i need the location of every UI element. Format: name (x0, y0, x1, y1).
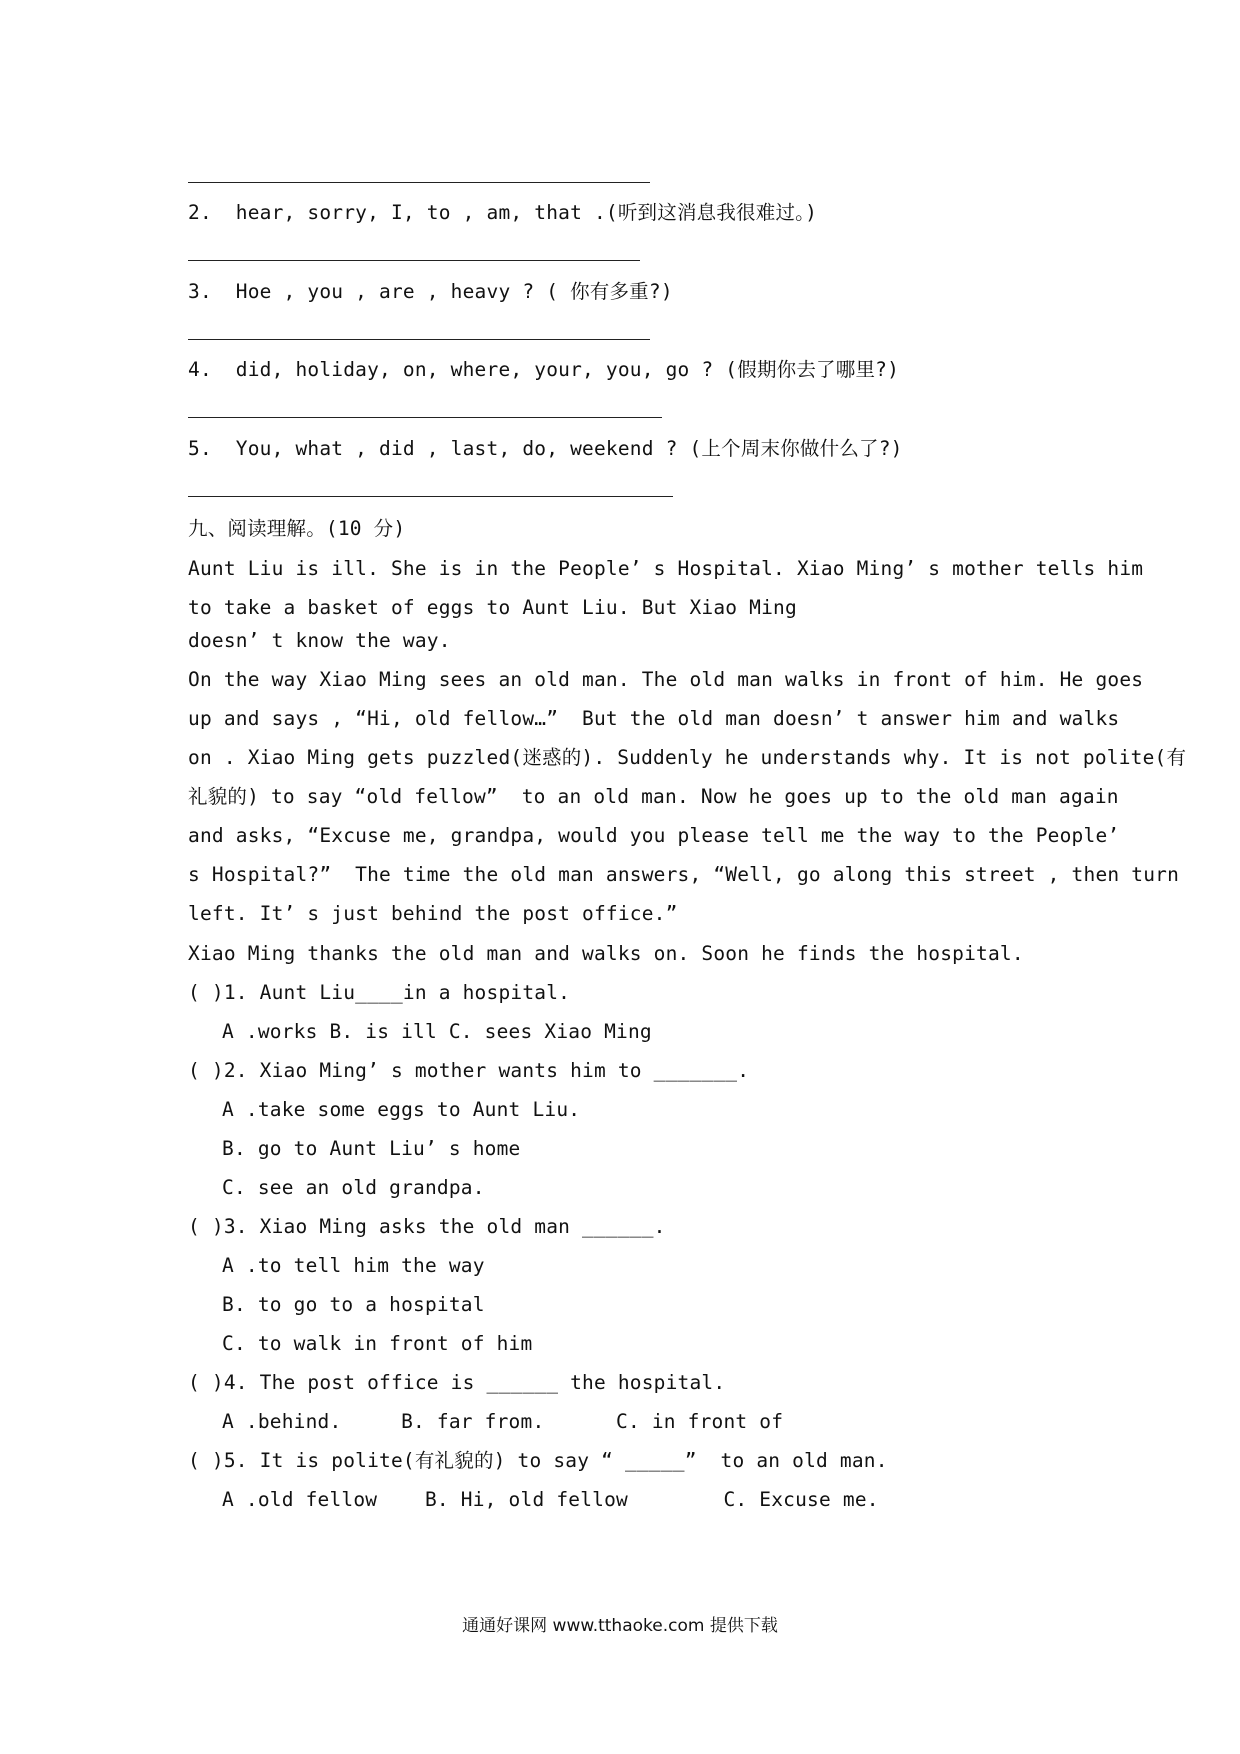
reorder-item-5: 5. You, what , did , last, do, weekend ? (上个周末你做什么了?) (188, 437, 903, 460)
question-2-option-b: B. go to Aunt Liu’ s home (222, 1137, 521, 1160)
question-2-option-c: C. see an old grandpa. (222, 1176, 485, 1199)
question-2-option-a: A .take some eggs to Aunt Liu. (222, 1098, 581, 1121)
passage-line: on . Xiao Ming gets puzzled(迷惑的). Suddenly he understands why. It is not polite(有 (188, 746, 1187, 769)
passage-line: to take a basket of eggs to Aunt Liu. But Xiao Ming (188, 596, 797, 619)
question-5: ( )5. It is polite(有礼貌的) to say “ _____” to an old man. (188, 1449, 888, 1472)
answer-line-5 (188, 496, 673, 497)
answer-line-4 (188, 417, 662, 418)
page-footer: 通通好课网 www.tthaoke.com 提供下载 (462, 1616, 778, 1636)
reorder-item-3: 3. Hoe , you , are , heavy ? ( 你有多重?) (188, 280, 673, 303)
question-4-options: A .behind. B. far from. C. in front of (222, 1410, 784, 1433)
passage-line: s Hospital?” The time the old man answers, “Well, go along this street , then turn (188, 863, 1180, 886)
passage-line: doesn’ t know the way. (188, 629, 451, 652)
answer-line-2 (188, 260, 640, 261)
question-2: ( )2. Xiao Ming’ s mother wants him to _______. (188, 1059, 750, 1082)
passage-line: 礼貌的) to say “old fellow” to an old man. Now he goes up to the old man again (188, 785, 1119, 808)
reorder-item-4: 4. did, holiday, on, where, your, you, go ? (假期你去了哪里?) (188, 358, 900, 381)
question-1: ( )1. Aunt Liu____in a hospital. (188, 981, 571, 1004)
answer-line-1 (188, 182, 650, 183)
passage-line: up and says , “Hi, old fellow…” But the old man doesn’ t answer him and walks (188, 707, 1120, 730)
passage-line: Aunt Liu is ill. She is in the People’ s Hospital. Xiao Ming’ s mother tells him (188, 557, 1144, 580)
passage-line: left. It’ s just behind the post office.” (188, 902, 678, 925)
question-3-option-b: B. to go to a hospital (222, 1293, 485, 1316)
passage-line: On the way Xiao Ming sees an old man. The old man walks in front of him. He goes (188, 668, 1144, 691)
question-1-options: A .works B. is ill C. sees Xiao Ming (222, 1020, 652, 1043)
reorder-item-2: 2. hear, sorry, I, to , am, that .(听到这消息我很难过。) (188, 201, 818, 224)
passage-line: Xiao Ming thanks the old man and walks on. Soon he finds the hospital. (188, 942, 1024, 965)
answer-line-3 (188, 339, 650, 340)
passage-line: and asks, “Excuse me, grandpa, would you please tell me the way to the People’ (188, 824, 1120, 847)
question-5-options: A .old fellow B. Hi, old fellow C. Excuse me. (222, 1488, 879, 1511)
question-3: ( )3. Xiao Ming asks the old man ______. (188, 1215, 666, 1238)
question-3-option-a: A .to tell him the way (222, 1254, 485, 1277)
question-4: ( )4. The post office is ______ the hospital. (188, 1371, 726, 1394)
question-3-option-c: C. to walk in front of him (222, 1332, 533, 1355)
reading-heading: 九、阅读理解。(10 分) (188, 517, 406, 540)
